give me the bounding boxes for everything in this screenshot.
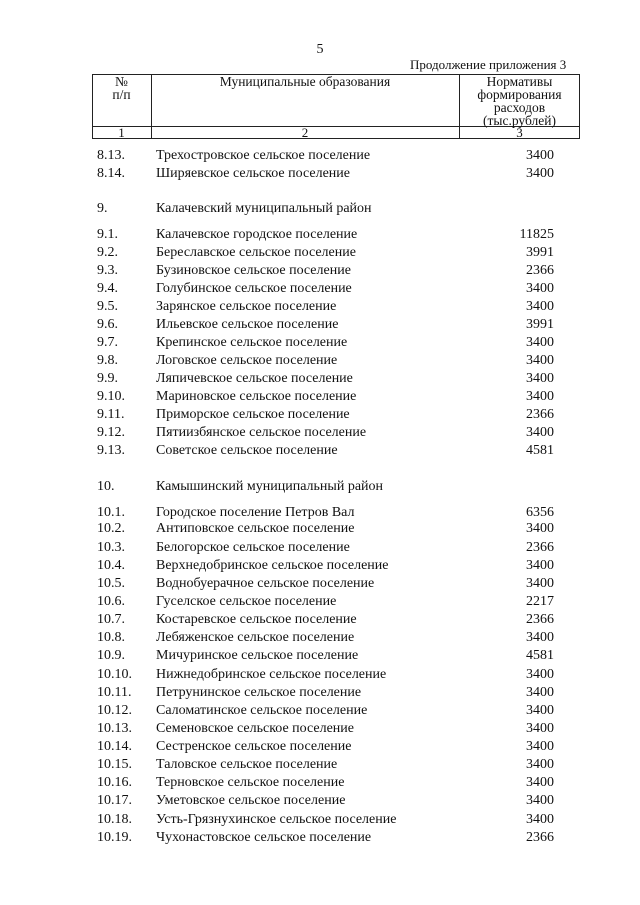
table-row — [0, 739, 640, 757]
row-municipality: Костаревское сельское поселение — [156, 612, 357, 627]
row-number: 8.14. — [97, 166, 125, 181]
table-row — [0, 443, 640, 461]
row-value: 3991 — [526, 317, 554, 332]
table-row — [0, 317, 640, 335]
header-col-number — [92, 75, 151, 101]
row-municipality: Зарянское сельское поселение — [156, 299, 337, 314]
row-value: 2366 — [526, 830, 554, 845]
row-value: 11825 — [519, 227, 554, 242]
row-number: 10.10. — [97, 667, 132, 682]
row-value: 3400 — [526, 371, 554, 386]
row-municipality: Мичуринское сельское поселение — [156, 648, 359, 663]
row-number: 9.4. — [97, 281, 118, 296]
table-row — [0, 667, 640, 685]
row-number: 10.15. — [97, 757, 132, 772]
table-row — [0, 245, 640, 263]
table-row — [0, 630, 640, 648]
row-value: 3400 — [526, 281, 554, 296]
page-number: 5 — [316, 42, 324, 57]
row-number: 9.9. — [97, 371, 118, 386]
header-norms-line2: формирования — [477, 87, 562, 102]
row-value: 2366 — [526, 612, 554, 627]
table-row — [0, 793, 640, 811]
row-municipality: Воднобуерачное сельское поселение — [156, 576, 375, 591]
row-municipality: Калачевское городское поселение — [156, 227, 358, 242]
row-municipality: Уметовское сельское поселение — [156, 793, 346, 808]
header-number-abbrev: п/п — [112, 87, 131, 102]
table-row — [0, 558, 640, 576]
row-municipality: Приморское сельское поселение — [156, 407, 350, 422]
row-value: 3400 — [526, 812, 554, 827]
row-municipality: Голубинское сельское поселение — [156, 281, 352, 296]
row-municipality: Городское поселение Петров Вал — [156, 505, 355, 520]
row-number: 10.13. — [97, 721, 132, 736]
table-row — [0, 227, 640, 245]
row-value: 3400 — [526, 775, 554, 790]
row-municipality: Лебяженское сельское поселение — [156, 630, 355, 645]
row-value: 3400 — [526, 558, 554, 573]
row-value: 3400 — [526, 721, 554, 736]
row-municipality: Мариновское сельское поселение — [156, 389, 357, 404]
row-value: 3400 — [526, 703, 554, 718]
header-index-2: 2 — [301, 125, 309, 140]
table-row — [0, 263, 640, 281]
row-municipality: Усть-Грязнухинское сельское поселение — [156, 812, 397, 827]
table-row — [0, 775, 640, 793]
row-number: 8.13. — [97, 148, 125, 163]
row-value: 4581 — [526, 443, 554, 458]
row-municipality: Трехостровское сельское поселение — [156, 148, 371, 163]
header-col-municipality: Муниципальные образования — [219, 74, 391, 89]
row-municipality: Чухонастовское сельское поселение — [156, 830, 372, 845]
header-norms-line1: Нормативы — [486, 74, 553, 89]
table-row — [0, 299, 640, 317]
row-value: 3400 — [526, 630, 554, 645]
row-municipality: Белогорское сельское поселение — [156, 540, 350, 555]
row-municipality: Пятиизбянское сельское поселение — [156, 425, 367, 440]
row-municipality: Антиповское сельское поселение — [156, 521, 355, 536]
row-municipality: Саломатинское сельское поселение — [156, 703, 368, 718]
row-number: 10.2. — [97, 521, 125, 536]
row-value: 3400 — [526, 757, 554, 772]
row-number: 10.14. — [97, 739, 132, 754]
row-value: 3400 — [526, 739, 554, 754]
row-number: 9.13. — [97, 443, 125, 458]
row-value: 3400 — [526, 521, 554, 536]
row-municipality: Верхнедобринское сельское поселение — [156, 558, 389, 573]
table-row — [0, 612, 640, 630]
row-municipality: Ширяевское сельское поселение — [156, 166, 350, 181]
row-municipality: Ляпичевское сельское поселение — [156, 371, 353, 386]
row-municipality: Советское сельское поселение — [156, 443, 338, 458]
table-row — [0, 389, 640, 407]
row-value: 3991 — [526, 245, 554, 260]
header-index-3: 3 — [516, 125, 523, 140]
row-number: 9.12. — [97, 425, 125, 440]
row-number: 10.1. — [97, 505, 125, 520]
table-header — [92, 74, 580, 138]
row-number: 9.10. — [97, 389, 125, 404]
row-number: 9. — [97, 201, 108, 216]
row-municipality: Таловское сельское поселение — [156, 757, 338, 772]
table-row — [0, 812, 640, 830]
row-value: 2366 — [526, 407, 554, 422]
table-row — [0, 201, 640, 219]
row-number: 9.3. — [97, 263, 118, 278]
table-row — [0, 479, 640, 497]
row-number: 9.1. — [97, 227, 118, 242]
row-municipality: Логовское сельское поселение — [156, 353, 338, 368]
table-row — [0, 371, 640, 389]
header-index-1: 1 — [118, 125, 125, 140]
header-col-norms — [459, 75, 580, 127]
row-number: 10.3. — [97, 540, 125, 555]
row-municipality: Гуселское сельское поселение — [156, 594, 337, 609]
row-value: 2366 — [526, 540, 554, 555]
row-value: 3400 — [526, 425, 554, 440]
row-number: 9.6. — [97, 317, 118, 332]
row-number: 9.2. — [97, 245, 118, 260]
row-number: 10.4. — [97, 558, 125, 573]
row-number: 10.7. — [97, 612, 125, 627]
row-number: 10.18. — [97, 812, 132, 827]
row-municipality: Семеновское сельское поселение — [156, 721, 355, 736]
header-number-sign: № — [115, 74, 128, 89]
table-row — [0, 425, 640, 443]
row-number: 10.8. — [97, 630, 125, 645]
table-row — [0, 166, 640, 184]
row-value: 3400 — [526, 166, 554, 181]
table-row — [0, 407, 640, 425]
row-number: 10.12. — [97, 703, 132, 718]
row-value: 3400 — [526, 335, 554, 350]
row-municipality: Нижнедобринское сельское поселение — [156, 667, 387, 682]
row-municipality: Сестренское сельское поселение — [156, 739, 352, 754]
row-number: 10.19. — [97, 830, 132, 845]
row-number: 10.11. — [97, 685, 132, 700]
header-norms-line3: расходов — [493, 100, 546, 115]
row-value: 6356 — [526, 505, 554, 520]
row-value: 3400 — [526, 353, 554, 368]
row-number: 9.11. — [97, 407, 125, 422]
row-municipality: Терновское сельское поселение — [156, 775, 345, 790]
appendix-continuation: Продолжение приложения 3 — [410, 57, 567, 72]
row-number: 10. — [97, 479, 115, 494]
table-row — [0, 594, 640, 612]
table-row — [0, 757, 640, 775]
row-municipality: Камышинский муниципальный район — [156, 479, 384, 494]
table-row — [0, 648, 640, 666]
row-value: 2366 — [526, 263, 554, 278]
row-value: 3400 — [526, 793, 554, 808]
table-row — [0, 148, 640, 166]
row-number: 10.9. — [97, 648, 125, 663]
row-number: 10.17. — [97, 793, 132, 808]
row-value: 2217 — [526, 594, 554, 609]
row-value: 3400 — [526, 299, 554, 314]
row-number: 10.6. — [97, 594, 125, 609]
row-value: 3400 — [526, 685, 554, 700]
row-municipality: Ильевское сельское поселение — [156, 317, 339, 332]
row-municipality: Береславское сельское поселение — [156, 245, 356, 260]
row-value: 4581 — [526, 648, 554, 663]
table-row — [0, 353, 640, 371]
row-number: 9.7. — [97, 335, 118, 350]
row-municipality: Бузиновское сельское поселение — [156, 263, 351, 278]
row-municipality: Петрунинское сельское поселение — [156, 685, 362, 700]
row-value: 3400 — [526, 667, 554, 682]
row-municipality: Калачевский муниципальный район — [156, 201, 372, 216]
row-number: 9.5. — [97, 299, 118, 314]
table-row — [0, 576, 640, 594]
row-municipality: Крепинское сельское поселение — [156, 335, 348, 350]
row-value: 3400 — [526, 148, 554, 163]
table-row — [0, 703, 640, 721]
table-row — [0, 540, 640, 558]
header-norms-line4: (тыс.рублей) — [483, 113, 556, 128]
row-value: 3400 — [526, 389, 554, 404]
table-row — [0, 685, 640, 703]
row-number: 10.5. — [97, 576, 125, 591]
table-row — [0, 721, 640, 739]
table-row — [0, 521, 640, 539]
table-row — [0, 281, 640, 299]
row-number: 9.8. — [97, 353, 118, 368]
row-value: 3400 — [526, 576, 554, 591]
table-row — [0, 335, 640, 353]
row-number: 10.16. — [97, 775, 132, 790]
table-row — [0, 830, 640, 848]
